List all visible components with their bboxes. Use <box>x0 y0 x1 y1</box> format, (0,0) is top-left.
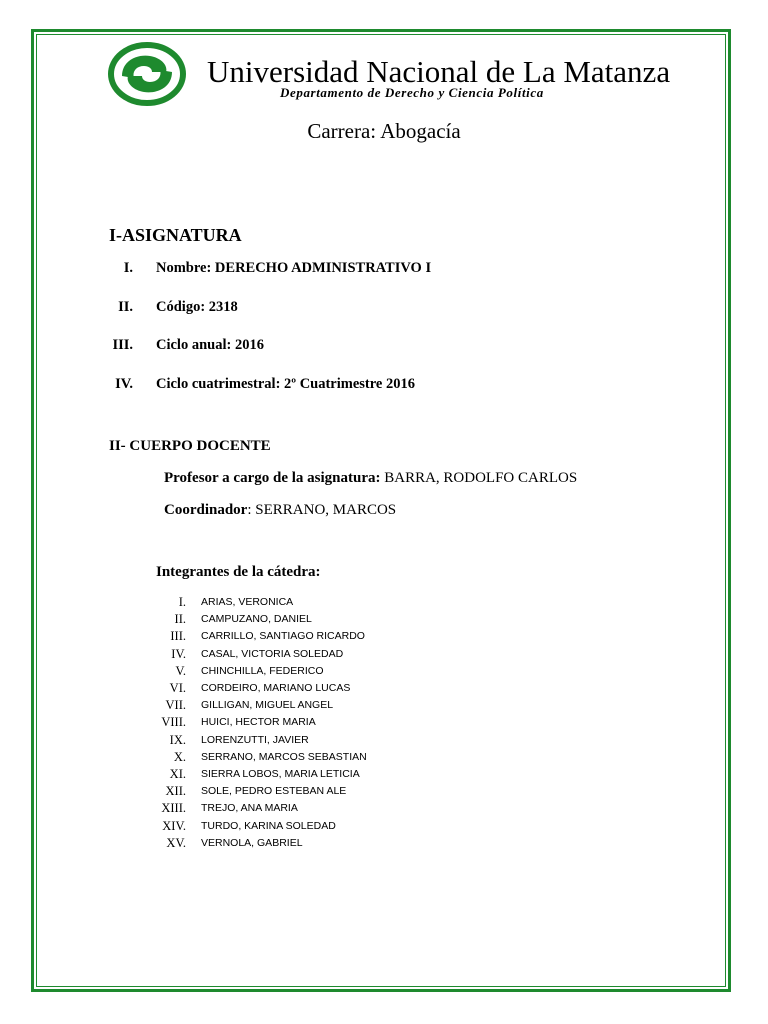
member-name: SOLE, PEDRO ESTEBAN ALE <box>201 785 347 798</box>
item-text: Nombre: DERECHO ADMINISTRATIVO I <box>156 260 432 276</box>
member-name: TREJO, ANA MARIA <box>201 802 298 815</box>
member-number: IV. <box>171 646 186 661</box>
section-cuerpo-docente-title: II- CUERPO DOCENTE <box>109 438 271 454</box>
item-text: Ciclo anual: 2016 <box>156 337 264 353</box>
member-number: VII. <box>165 698 186 713</box>
member-name: SIERRA LOBOS, MARIA LETICIA <box>201 768 360 780</box>
coordinador-label: Coordinador <box>164 502 248 518</box>
profesor-value: BARRA, RODOLFO CARLOS <box>380 470 578 486</box>
member-number: VIII. <box>161 715 186 730</box>
coordinador-value: : SERRANO, MARCOS <box>247 502 397 518</box>
member-number: XI. <box>169 767 186 781</box>
member-name: ARIAS, VERONICA <box>201 596 294 608</box>
profesor-label: Profesor a cargo de la asignatura: <box>164 470 381 486</box>
university-name: Universidad Nacional de La Matanza <box>207 54 671 89</box>
department-name: Departamento de Derecho y Ciencia Política <box>280 85 544 100</box>
member-number: XIV. <box>162 818 186 833</box>
career-title: Carrera: Abogacía <box>307 119 461 143</box>
coordinador-row <box>164 502 396 519</box>
member-number: III. <box>170 629 186 644</box>
member-number: VI. <box>169 681 186 695</box>
item-number: III. <box>112 337 133 353</box>
member-name: CARRILLO, SANTIAGO RICARDO <box>201 630 365 643</box>
item-number: IV. <box>115 376 133 392</box>
member-name: GILLIGAN, MIGUEL ANGEL <box>201 699 334 712</box>
member-number: XV. <box>166 835 186 850</box>
item-number: II. <box>118 299 133 315</box>
member-number: I. <box>178 595 186 609</box>
unlam-logo-icon <box>108 42 186 106</box>
member-name: CHINCHILLA, FEDERICO <box>201 664 324 677</box>
member-name: HUICI, HECTOR MARIA <box>201 716 316 729</box>
item-number: I. <box>123 260 133 276</box>
member-number: XII. <box>165 784 186 799</box>
item-text: Ciclo cuatrimestral: 2º Cuatrimestre 2016 <box>156 376 415 392</box>
member-number: V. <box>175 663 186 678</box>
profesor-row <box>164 470 577 487</box>
member-name: CORDEIRO, MARIANO LUCAS <box>201 682 351 694</box>
member-number: II. <box>174 612 186 627</box>
integrantes-title: Integrantes de la cátedra: <box>156 564 321 580</box>
member-name: VERNOLA, GABRIEL <box>201 836 303 849</box>
member-name: CAMPUZANO, DANIEL <box>201 613 312 626</box>
item-text: Código: 2318 <box>156 299 238 315</box>
member-name: LORENZUTTI, JAVIER <box>201 733 309 746</box>
section-asignatura-title: I-ASIGNATURA <box>109 225 242 245</box>
member-number: IX. <box>169 732 186 747</box>
member-number: XIII. <box>161 801 186 816</box>
member-name: CASAL, VICTORIA SOLEDAD <box>201 647 344 660</box>
member-number: X. <box>173 749 186 764</box>
member-name: TURDO, KARINA SOLEDAD <box>201 819 336 832</box>
member-name: SERRANO, MARCOS SEBASTIAN <box>201 750 367 763</box>
